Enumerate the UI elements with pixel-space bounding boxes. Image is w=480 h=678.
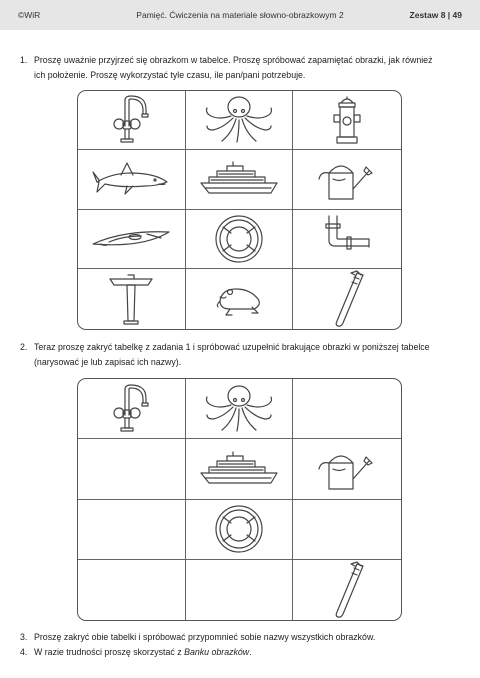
toothbrush-icon [327, 269, 367, 329]
picture-cell [293, 150, 401, 209]
task-text: W razie trudności proszę skorzystać z [34, 647, 185, 657]
lifebuoy-icon [212, 502, 266, 556]
picture-cell [293, 560, 401, 620]
empty-picture-cell[interactable] [293, 379, 401, 439]
task-text: ich położenie. Proszę wykorzystać tyle czasu, ile pan/pani potrzebuje. [34, 70, 306, 80]
empty-picture-cell[interactable] [78, 439, 186, 499]
task-text: Teraz proszę zakryć tabelkę z zadania 1 i spróbować uzupełnić brakujące obrazki w poniższej tabelce [34, 342, 430, 352]
picture-cell [293, 269, 401, 329]
picture-cell [293, 439, 401, 499]
faucet-icon [101, 94, 161, 146]
picture-cell [186, 269, 294, 329]
empty-picture-cell[interactable] [293, 500, 401, 560]
octopus-icon [201, 94, 277, 146]
task-text: Proszę uważnie przyjrzeć się obrazkom w tabelce. Proszę spróbować zapamiętać obrazki, jak również [34, 55, 433, 65]
task-number: 1. [20, 55, 28, 65]
task-2 [20, 340, 460, 370]
picture-cell [78, 379, 186, 439]
picture-cell [78, 91, 186, 150]
task-3 [20, 630, 460, 645]
picture-cell [293, 210, 401, 269]
publisher-label: ©WiR [18, 10, 41, 20]
task-4 [20, 645, 460, 660]
task-text: (narysować je lub zapisać ich nazwy). [34, 357, 182, 367]
picture-cell [186, 500, 294, 560]
faucet-icon [101, 383, 161, 435]
picture-bank-title: Banku obrazków [184, 647, 250, 657]
empty-picture-cell[interactable] [78, 560, 186, 620]
watering-can-icon [317, 153, 377, 205]
task-text: . [249, 647, 252, 657]
octopus-icon [201, 383, 277, 435]
picture-cell [78, 210, 186, 269]
task-text: Proszę zakryć obie tabelki i spróbować przypomnieć sobie nazwy wszystkich obrazków. [34, 632, 376, 642]
picture-cell [78, 269, 186, 329]
frog-icon [212, 279, 266, 319]
picture-cell [78, 150, 186, 209]
watering-can-icon [317, 443, 377, 495]
kayak-icon [89, 224, 173, 254]
picture-cell [186, 91, 294, 150]
ship-icon [197, 159, 281, 199]
workbook-title: Pamięć. Ćwiczenia na materiale słowno-obrazkowym 2 [136, 10, 344, 20]
pipe-icon [319, 212, 375, 266]
shark-icon [91, 156, 171, 202]
picture-table-1 [77, 90, 402, 330]
set-page-number: Zestaw 8 | 49 [409, 10, 462, 20]
empty-picture-cell[interactable] [186, 560, 294, 620]
picture-cell [186, 439, 294, 499]
sink-icon [106, 271, 156, 327]
task-number: 3. [20, 632, 28, 642]
picture-cell [293, 91, 401, 150]
task-number: 4. [20, 647, 28, 657]
picture-cell [186, 379, 294, 439]
page-header [0, 0, 480, 30]
lifebuoy-icon [212, 212, 266, 266]
empty-picture-cell[interactable] [78, 500, 186, 560]
toothbrush-icon [327, 560, 367, 620]
task-1 [20, 53, 460, 83]
picture-cell [186, 150, 294, 209]
task-number: 2. [20, 342, 28, 352]
picture-cell [186, 210, 294, 269]
ship-icon [197, 449, 281, 489]
hydrant-icon [327, 93, 367, 147]
picture-table-2 [77, 378, 402, 621]
